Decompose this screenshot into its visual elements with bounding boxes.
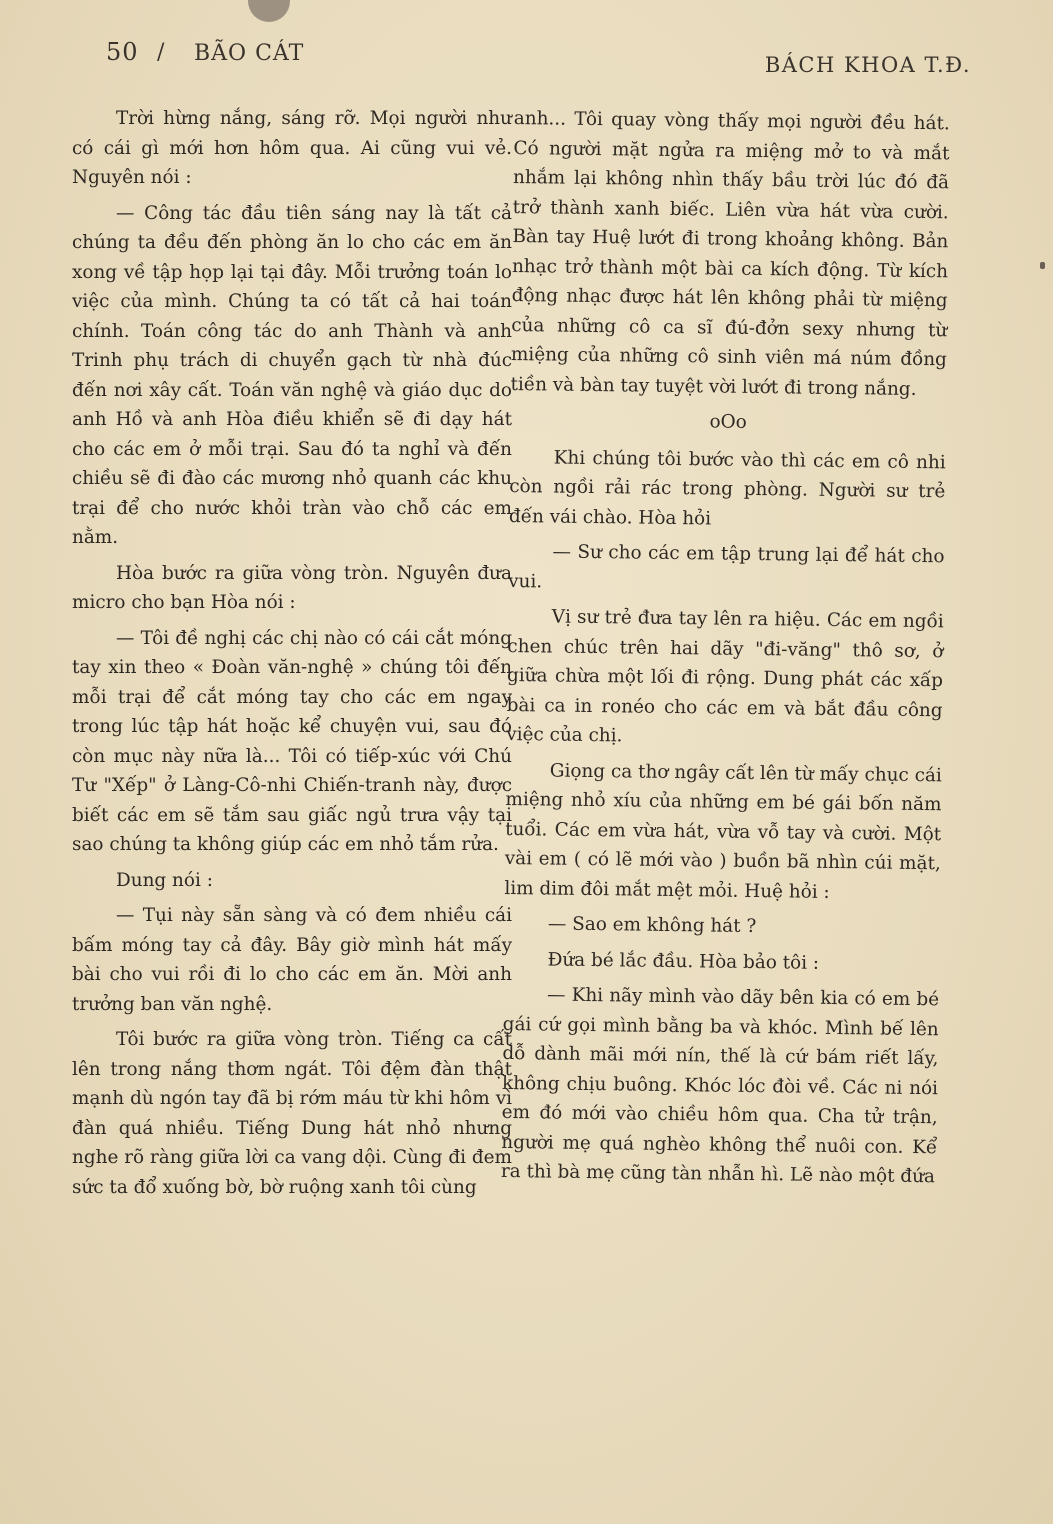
paragraph: — Sư cho các em tập trung lại để hát cho vui.	[508, 541, 945, 592]
paragraph: Giọng ca thơ ngây cất lên từ mấy chục cái miệng nhỏ xíu của những em bé gái bốn năm tuổi. Các em vừa hát, vừa vỗ tay và cười. Một vài em ( có lẽ mới vào ) buồn bã nhìn cúi mặt, lim dim đôi mắt mệt mỏi. Huệ hỏi :	[504, 759, 942, 903]
paragraph: — Sao em không hát ?	[547, 913, 757, 938]
paragraph: anh... Tôi quay vòng thấy mọi người đều hát. Có người mặt ngửa ra miệng mở to và mắt nhắm lại không nhìn thấy bầu trời lúc đó đã trở thành xanh biếc. Liên vừa hát vừa cười. Bàn tay Huệ lướt đi trong khoảng không. Bản nhạc trở thành một bài ca kích động. Từ kích động nhạc được hát lên không phải từ miệng của những cô ca sĩ đú-đởn sexy nhưng từ miệng của những cô sinh viên má núm đồng tiền và bàn tay tuyệt vời lướt đi trong nắng.	[510, 107, 950, 400]
paragraph: Hòa bước ra giữa vòng tròn. Nguyên đưa micro cho bạn Hòa nói :	[72, 562, 512, 613]
header-separator: /	[157, 40, 165, 65]
paragraph: — Tôi đề nghị các chị nào có cái cắt móng tay xin theo « Đoàn văn-nghệ » chúng tôi đến mỗi trại để cắt móng tay cho các em ngay trong lúc tập hát hoặc kể chuyện vui, sau đó còn mục này nữa là... Tôi có tiếp-xúc với Chú Tư "Xếp" ở Làng-Cô-nhi Chiến-tranh này, được biết các em sẽ tắm sau giấc ngủ trưa vậy tại sao chúng ta không giúp các em nhỏ tắm rửa.	[72, 627, 512, 855]
paragraph: Tôi bước ra giữa vòng tròn. Tiếng ca cất lên trong nắng thơm ngát. Tôi đệm đàn thật mạnh dù ngón tay đã bị rớm máu từ khi hôm vì đàn quá nhiều. Tiếng Dung hát nhỏ nhưng nghe rõ ràng giữa lời ca vang dội. Cùng đi đem sức ta đổ xuống bờ, bờ ruộng xanh tôi cùng	[72, 1029, 512, 1198]
right-column	[501, 104, 950, 1198]
paragraph: — Khi nãy mình vào dãy bên kia có em bé gái cứ gọi mình bằng ba và khóc. Mình bế lên dỗ dành mãi mới nín, thế là cứ bám riết lấy, không chịu buông. Khóc lóc đòi về. Các ni nói em đó mới vào chiều hôm qua. Cha tử trận, người mẹ quá nghèo không thể nuôi con. Kể ra thì bà mẹ cũng tàn nhẫn hì. Lẽ nào một đứa	[500, 984, 940, 1188]
paragraph: — Tụi này sẵn sàng và có đem nhiều cái bấm móng tay cả đây. Bây giờ mình hát mấy bài cho vui rồi đi lo cho các em ăn. Mời anh trưởng ban văn nghệ.	[72, 905, 512, 1015]
paragraph: Dung nói :	[116, 869, 213, 891]
paragraph: Khi chúng tôi bước vào thì các em cô nhi còn ngồi rải rác trong phòng. Người sư trẻ đến vái chào. Hòa hỏi	[508, 447, 946, 529]
running-head: BÁCH KHOA T.Đ.	[764, 53, 971, 77]
left-column	[72, 104, 512, 1208]
page-edge-mark	[1040, 262, 1045, 269]
paragraph: Đứa bé lắc đầu. Hòa bảo tôi :	[547, 948, 820, 974]
paragraph: Trời hừng nắng, sáng rỡ. Mọi người như có cái gì mới hơn hôm qua. Ai cũng vui vẻ. Nguyên nói :	[72, 108, 512, 188]
paragraph: — Công tác đầu tiên sáng nay là tất cả chúng ta đều đến phòng ăn lo cho các em ăn xong về tập họp lại tại đây. Mỗi trưởng toán lo việc của mình. Chúng ta có tất cả hai toán chính. Toán công tác do anh Thành và anh Trinh phụ trách di chuyển gạch từ nhà đúc đến nơi xây cất. Toán văn nghệ và giáo dục do anh Hồ và anh Hòa điều khiển sẽ đi dạy hát cho các em ở mỗi trại. Sau đó ta nghỉ và đến chiều sẽ đi đào các mương nhỏ quanh các khu trại để cho nước khỏi tràn vào chỗ các em nằm.	[72, 202, 512, 548]
section-title: BÃO CÁT	[194, 41, 305, 66]
page-number: 50	[106, 38, 139, 66]
paragraph: Vị sư trẻ đưa tay lên ra hiệu. Các em ngồi chen chúc trên hai dãy "đi-văng" thô sơ, ở giữa chừa một lối đi rộng. Dung phát các xấp bài ca in ronéo cho các em và bắt đầu công việc của chị.	[506, 606, 944, 747]
page-header	[0, 0, 1053, 100]
section-separator: oOo	[709, 411, 747, 433]
